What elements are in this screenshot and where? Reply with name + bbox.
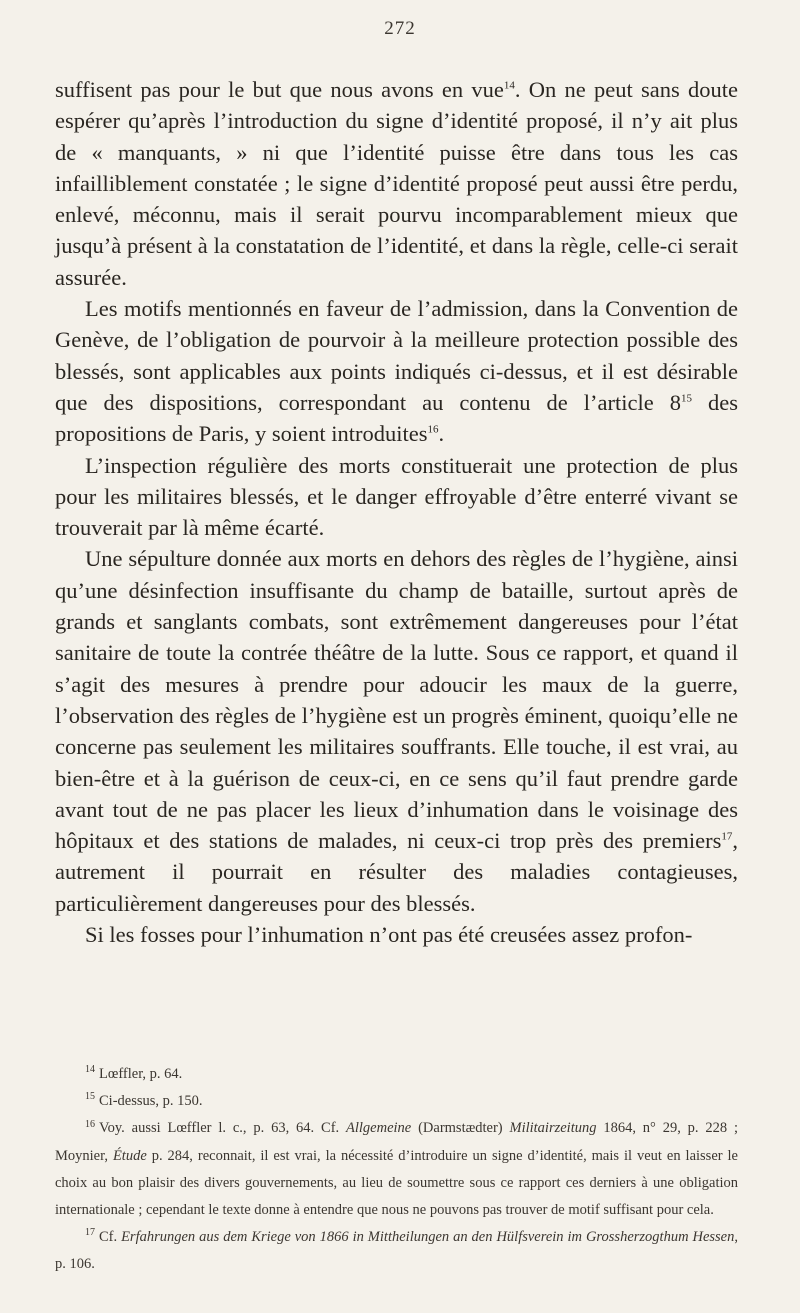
text-run: suffisent pas pour le but que nous avons en vue bbox=[55, 77, 504, 102]
footnote bbox=[55, 1224, 738, 1278]
text-run: Voy. aussi Lœffler l. c., p. 63, 64. Cf. bbox=[99, 1120, 346, 1137]
footnote-ref: 17 bbox=[721, 830, 733, 843]
paragraph bbox=[55, 293, 738, 449]
text-run: Si les fosses pour l’inhumation n’ont pas été creusées assez profon- bbox=[85, 922, 693, 948]
footnote-ref: 15 bbox=[681, 392, 692, 405]
italic-title: Étude bbox=[112, 1147, 147, 1164]
footnote-number: 16 bbox=[85, 1118, 95, 1130]
italic-title: Militairzeitung bbox=[509, 1120, 597, 1137]
italic-title: Allgemeine bbox=[346, 1120, 412, 1137]
text-run: . On ne peut sans doute espérer qu’après l’introduction du signe d’identité proposé, il n’y ait plus de « manquants, » ni que l’identité puisse être dans tous les cas infailliblement constatée ; le signe d’identité proposé peut aussi être perdu, enlevé, méconnu, mais il serait pourvu incomparablement mieux que jusqu’à présent à la constatation de l’identité, et dans la règle, celle-ci serait assurée. bbox=[55, 77, 738, 290]
footnote bbox=[55, 1061, 738, 1088]
text-run: 1864, n° 29, p. 228 ; Moynier, bbox=[55, 1120, 738, 1164]
text-run: Les motifs mentionnés en faveur de l’admission, dans la Convention de Genève, de l’obligation de pourvoir à la meilleure protection possible des blessés, sont applicables aux points indiqués ci-dessus, et il est désirable que des dispositions, correspondant au contenu de l’article 8 bbox=[55, 296, 738, 415]
footnote-number: 17 bbox=[85, 1227, 95, 1239]
text-run: p. 284, reconnait, il est vrai, la nécessité d’introduire un signe d’identité, mais il veut en laisser le choix au bon plaisir des divers gouvernements, au lieu de soumettre sous ce rapport ces derniers à une obligation internationale ; cependant le texte donne à entendre que nous ne pouvons pas trouver de motif suffisant pour cela. bbox=[55, 1147, 738, 1219]
footnote-ref: 14 bbox=[503, 79, 515, 92]
text-run: , autrement il pourrait en résulter des maladies contagieuses, particulièrement dangereuses pour des blessés. bbox=[55, 828, 738, 916]
text-run: L’inspection régulière des morts constituerait une protection de plus pour les militaires blessés, et le danger effroyable d’être enterré vivant se trouverait par là même écarté. bbox=[55, 452, 738, 541]
italic-title: Erfahrungen aus dem Kriege von 1866 in Mittheilungen an den Hülfsverein im Grossherzogthum Hessen bbox=[121, 1229, 735, 1246]
text-run: Cf. bbox=[99, 1229, 122, 1246]
text-run: des propositions de Paris, y soient introduites bbox=[55, 389, 738, 447]
footnote-number: 14 bbox=[85, 1064, 95, 1076]
paragraph bbox=[55, 543, 738, 919]
text-run: Lœffler, p. 64. bbox=[99, 1066, 183, 1082]
footnote-ref: 16 bbox=[427, 423, 439, 436]
footnotes bbox=[55, 1061, 738, 1279]
body-text bbox=[55, 74, 738, 950]
text-run: (Darmstædter) bbox=[411, 1120, 510, 1137]
text-run: Ci-dessus, p. 150. bbox=[99, 1093, 203, 1110]
text-run: , p. 106. bbox=[55, 1229, 738, 1273]
text-run: . bbox=[438, 421, 445, 447]
footnote-number: 15 bbox=[85, 1091, 95, 1103]
paragraph bbox=[55, 74, 738, 293]
footnote bbox=[55, 1088, 738, 1115]
paragraph bbox=[55, 450, 738, 544]
text-run: Une sépulture donnée aux morts en dehors des règles de l’hygiène, ainsi qu’une désinfection insuffisante du champ de bataille, surtout après de grands et sanglants combats, sont extrêmement dangereuses pour l’état sanitaire de toute la contrée théâtre de la lutte. Sous ce rapport, et quand il s’agit des mesures à prendre pour adoucir les maux de la guerre, l’observation des règles de l’hygiène est un progrès éminent, quoiqu’elle ne concerne pas seulement les militaires souffrants. Elle touche, il est vrai, au bien-être et à la guérison de ceux-ci, en ce sens qu’il faut prendre garde avant tout de ne pas placer les lieux d’inhumation dans le voisinage des hôpitaux et des stations de malades, ni ceux-ci trop près des premiers bbox=[55, 546, 738, 854]
paragraph bbox=[55, 919, 738, 950]
footnote bbox=[55, 1115, 738, 1224]
page-number: 272 bbox=[384, 18, 416, 39]
